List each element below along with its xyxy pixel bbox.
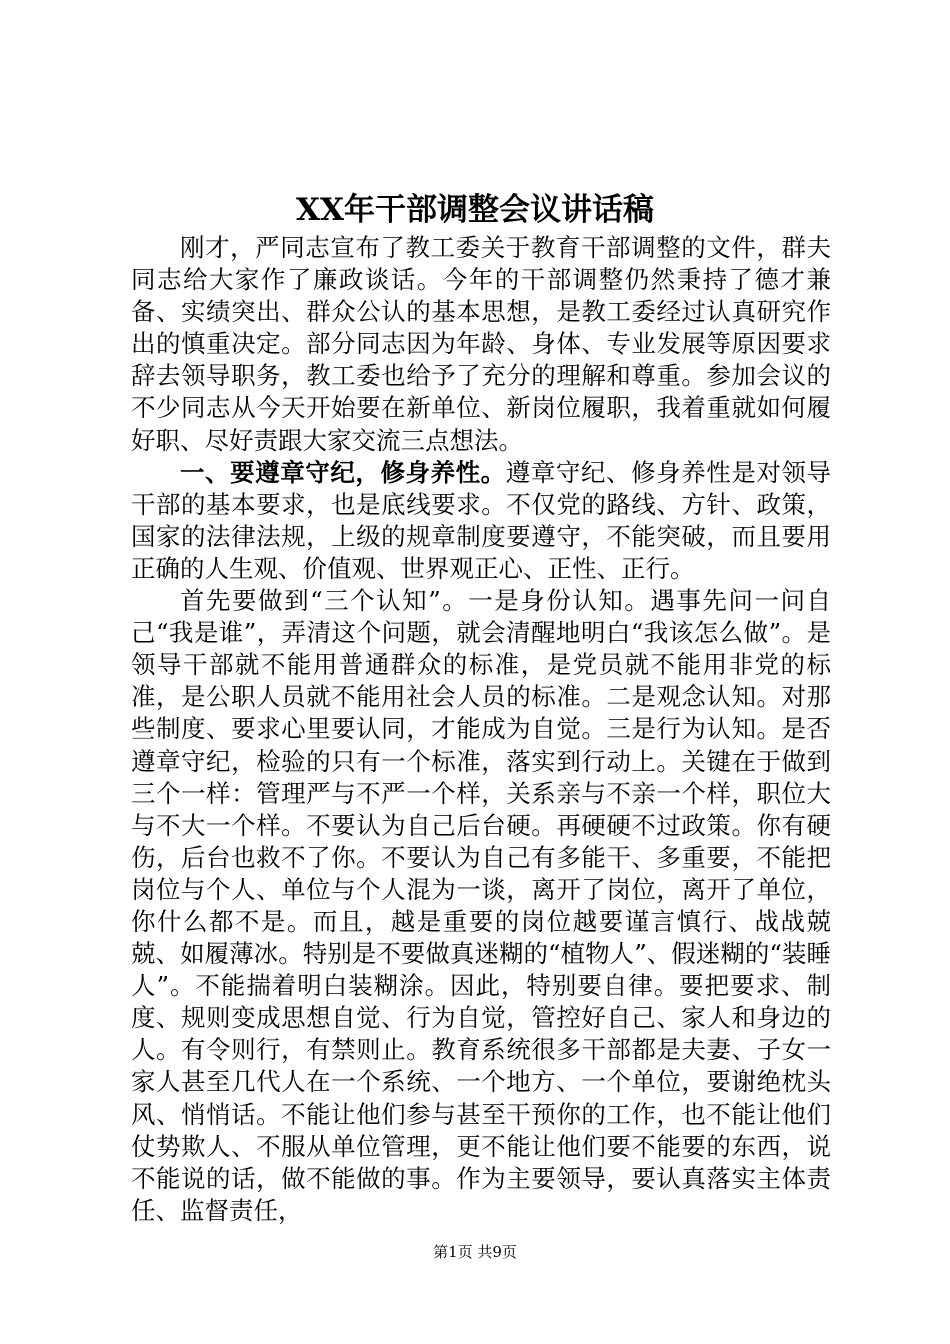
section-heading: 一、要遵章守纪，修身养性。	[180, 457, 506, 487]
paragraph-section-one	[131, 457, 831, 585]
page-footer: 第1页 共9页	[433, 1243, 517, 1261]
paragraph-intro: 刚才，严同志宣布了教工委关于教育干部调整的文件，群夫同志给大家作了廉政谈话。今年的干部调整仍然秉持了德才兼备、实绩突出、群众公认的基本思想，是教工委经过认真研究作出的慎重决定。部分同志因为年龄、身体、专业发展等原因要求辞去领导职务，教工委也给予了充分的理解和尊重。参加会议的不少同志从今天开始要在新单位、新岗位履职，我着重就如何履好职、尽好责跟大家交流三点想法。	[131, 233, 831, 455]
section-text: 遵章守纪、修身养性是对领导干部的基本要求，也是底线要求。不仅党的路线、方针、政策，国家的法律法规，上级的规章制度要遵守，不能突破，而且要用正确的人生观、价值观、世界观正心、正性、正行。	[131, 457, 831, 583]
paragraph-three-cognitions: 首先要做到“三个认知”。一是身份认知。遇事先问一问自己“我是谁”，弄清这个问题，就会清醒地明白“我该怎么做”。是领导干部就不能用普通群众的标准，是党员就不能用非党的标准，是公职人员就不能用社会人员的标准。二是观念认知。对那些制度、要求心里要认同，才能成为自觉。三是行为认知。是否遵章守纪，检验的只有一个标准，落实到行动上。关键在于做到三个一样：管理严与不严一个样，关系亲与不亲一个样，职位大与不大一个样。不要认为自己后台硬。再硬硬不过政策。你有硬伤，后台也救不了你。不要认为自己有多能干、多重要，不能把岗位与个人、单位与个人混为一谈，离开了岗位，离开了单位，你什么都不是。而且，越是重要的岗位越要谨言慎行、战战兢兢、如履薄冰。特别是不要做真迷糊的“植物人”、假迷糊的“装睡人”。不能揣着明白装糊涂。因此，特别要自律。要把要求、制度、规则变成思想自觉、行为自觉，管控好自己、家人和身边的人。有令则行，有禁则止。教育系统很多干部都是夫妻、子女一家人甚至几代人在一个系统、一个地方、一个单位，要谢绝枕头风、悄悄话。不能让他们参与甚至干预你的工作，也不能让他们仗势欺人、不服从单位管理，更不能让他们要不能要的东西，说不能说的话，做不能做的事。作为主要领导，要认真落实主体责任、监督责任，	[131, 586, 831, 1225]
document-title: XX年干部调整会议讲话稿	[295, 192, 655, 228]
document-body	[131, 232, 831, 1227]
